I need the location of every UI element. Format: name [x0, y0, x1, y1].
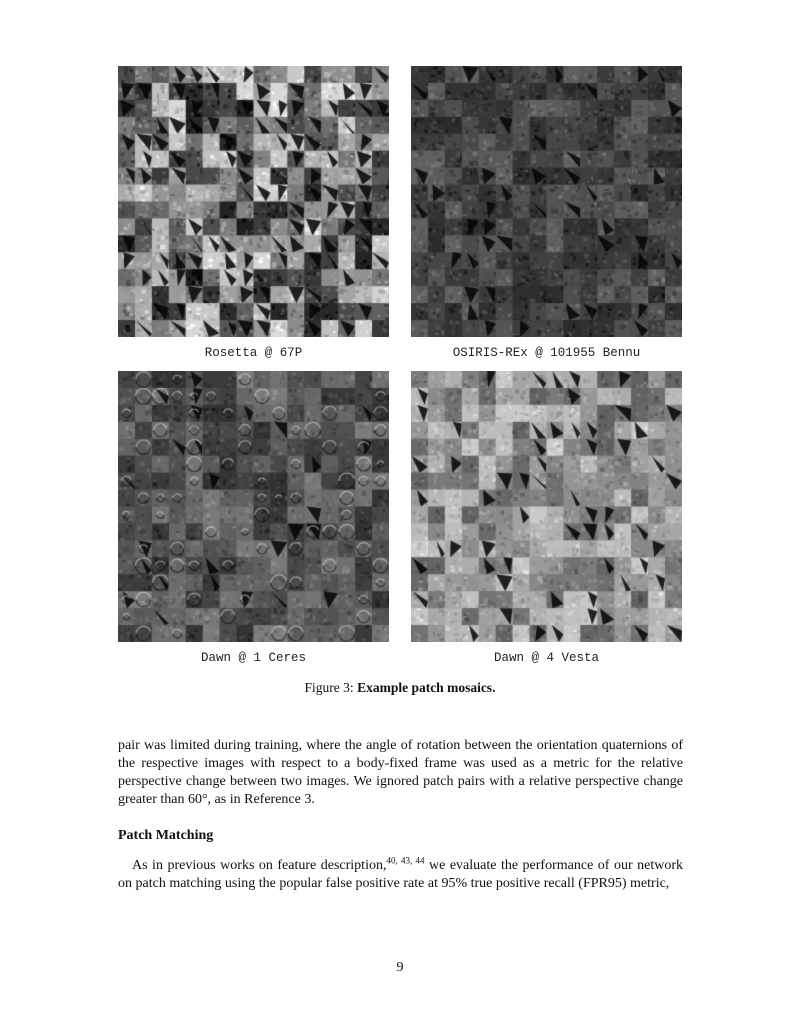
citation-refs: 40, 43, 44 — [386, 855, 425, 866]
mosaic-canvas — [411, 371, 682, 642]
mosaic-dawn-ceres — [118, 371, 389, 642]
figure-caption — [0, 680, 800, 696]
paragraph-training: pair was limited during training, where the angle of rotation between the orientation quaternions of the respective images with respect to a body-fixed frame was used as a metric for the relative perspective change between two images. We ignored patch pairs with a relative perspective change greater than 60°, as in Reference 3. — [118, 738, 683, 807]
caption-rosetta: Rosetta @ 67P — [204, 346, 303, 360]
caption-dawn-ceres: Dawn @ 1 Ceres — [200, 651, 307, 665]
figure-label: Figure 3 — [304, 680, 350, 695]
paragraph-text: we evaluate the performance of our network on patch matching using the popular false positive rate at 95% true positive recall (FPR95) metric, — [118, 858, 684, 891]
figure-label-separator: : — [349, 680, 354, 695]
mosaic-canvas — [118, 371, 389, 642]
mosaic-dawn-vesta — [411, 371, 682, 642]
paragraph-patch-matching — [118, 857, 683, 893]
page-number: 9 — [396, 960, 404, 975]
section-heading: Patch Matching — [118, 828, 214, 843]
paragraph-text: As in previous works on feature description, — [132, 858, 387, 873]
mosaic-rosetta-67p — [118, 66, 389, 337]
figure-title: Example patch mosaics. — [357, 680, 496, 695]
mosaic-osiris-rex-bennu — [411, 66, 682, 337]
mosaic-canvas — [411, 66, 682, 337]
caption-dawn-vesta: Dawn @ 4 Vesta — [493, 651, 600, 665]
mosaic-canvas — [118, 66, 389, 337]
caption-osiris-rex: OSIRIS-REx @ 101955 Bennu — [452, 346, 641, 360]
